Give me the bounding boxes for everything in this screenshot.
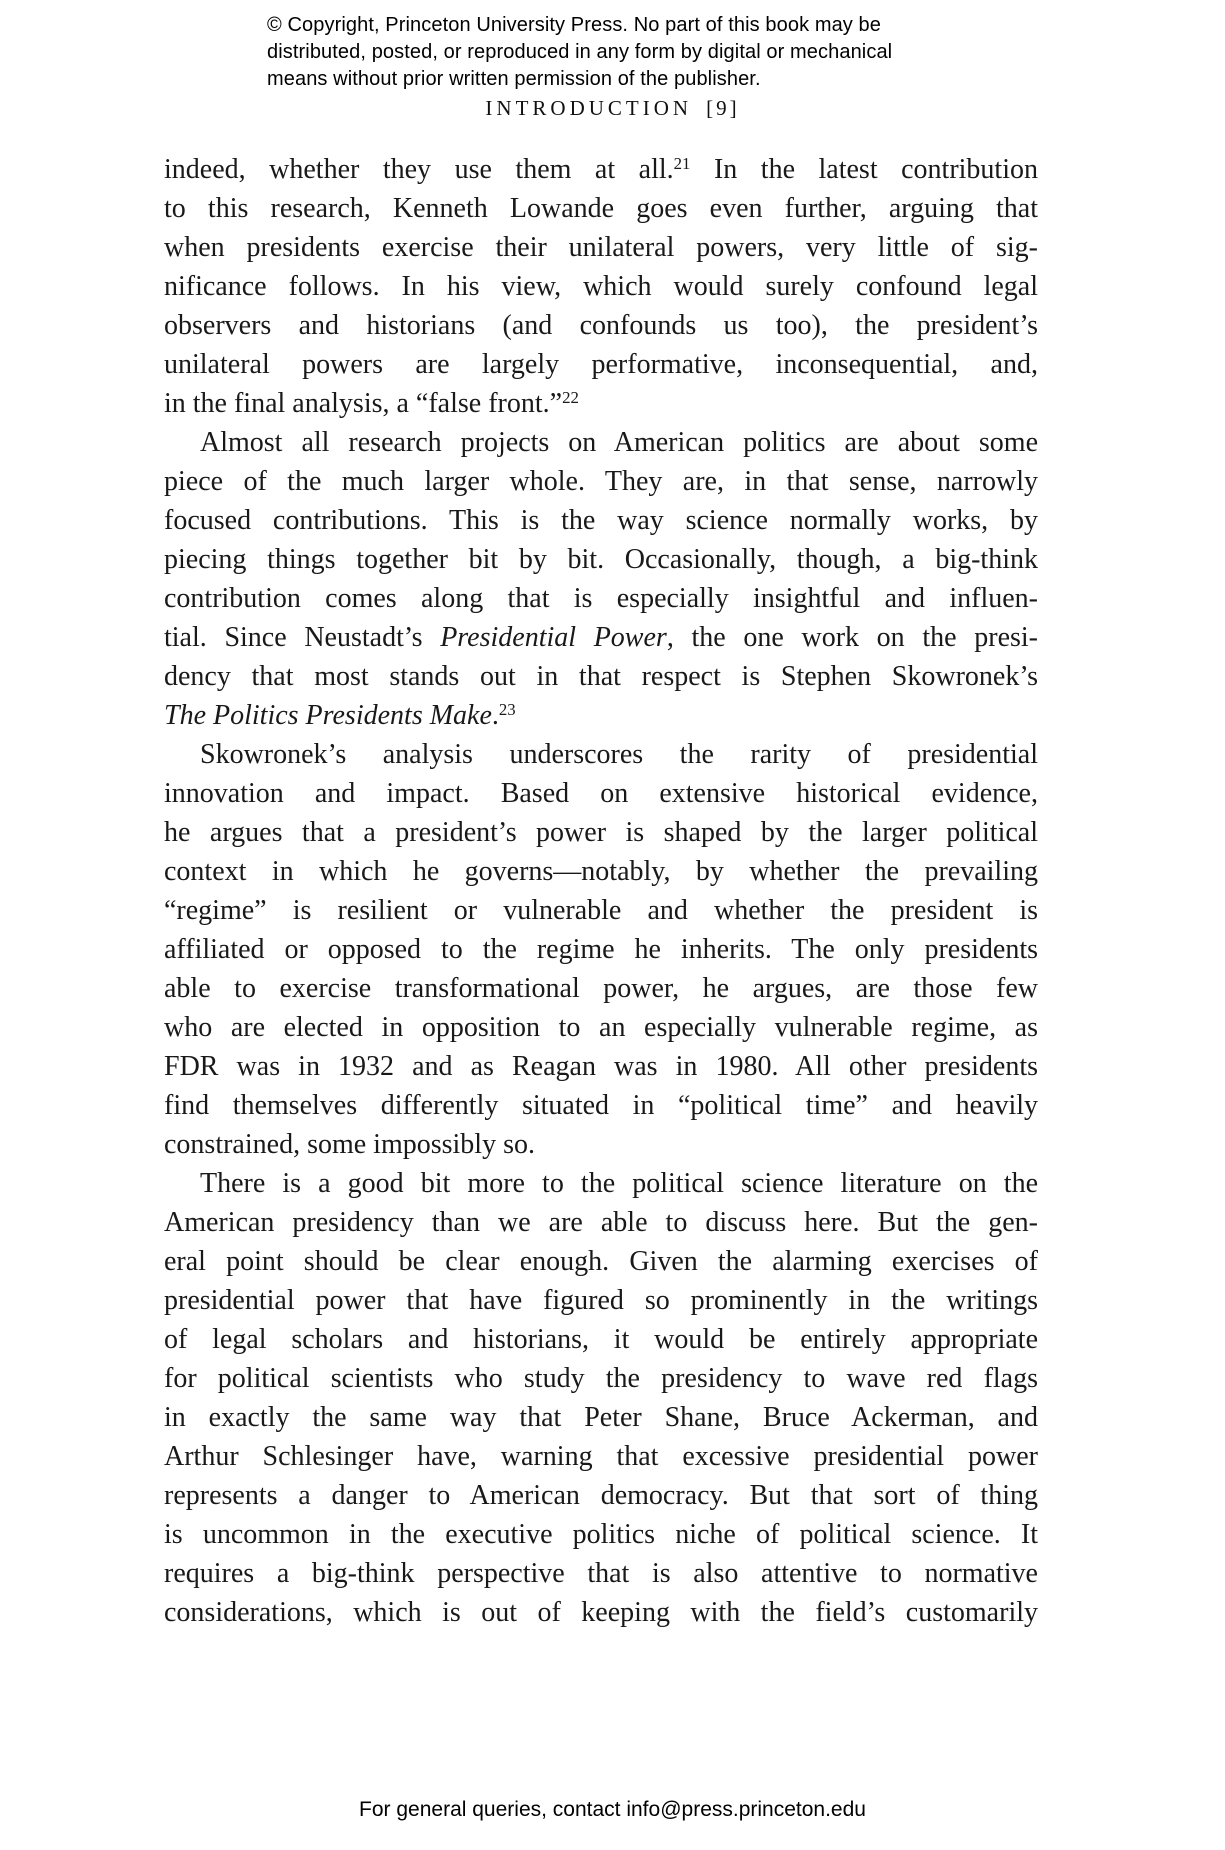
footnote-marker: 23 (498, 699, 516, 719)
text-line (164, 930, 1038, 969)
text-run: he argues that a president’s power is shaped by the larger political (164, 817, 1038, 848)
paragraph (164, 150, 1038, 423)
copyright-line: distributed, posted, or reproduced in any form by digital or mechanical (267, 41, 893, 63)
text-run: , the one work on the presi- (666, 622, 1038, 653)
text-line (164, 1281, 1038, 1320)
text-line (164, 462, 1038, 501)
text-line (164, 1086, 1038, 1125)
text-line (164, 423, 1038, 462)
text-line (164, 852, 1038, 891)
text-run: nificance follows. In his view, which would surely confound legal (164, 271, 1038, 302)
text-run: Skowronek’s analysis underscores the rarity of presidential (200, 739, 1038, 770)
text-run: context in which he governs—notably, by whether the prevailing (164, 856, 1038, 887)
book-title: The Politics Presidents Make (164, 700, 492, 731)
text-line (164, 1125, 1038, 1164)
text-line (164, 345, 1038, 384)
text-line (164, 1359, 1038, 1398)
text-run: Almost all research projects on American politics are about some (200, 427, 1038, 458)
text-run: dency that most stands out in that respect is Stephen Skowronek’s (164, 661, 1038, 692)
text-line (164, 384, 1038, 423)
text-line (164, 1203, 1038, 1242)
copyright-line: © Copyright, Princeton University Press. No part of this book may be (267, 14, 882, 36)
text-line (164, 540, 1038, 579)
text-run: eral point should be clear enough. Given the alarming exercises of (164, 1246, 1038, 1277)
text-run: FDR was in 1932 and as Reagan was in 1980. All other presidents (164, 1051, 1038, 1082)
text-line (164, 696, 1038, 735)
text-run: when presidents exercise their unilateral powers, very little of sig- (164, 232, 1038, 263)
footnote-marker: 21 (673, 153, 691, 173)
running-head (0, 96, 1225, 121)
text-line (164, 657, 1038, 696)
text-line (164, 969, 1038, 1008)
text-run: constrained, some impossibly so. (164, 1129, 535, 1160)
text-run: tial. Since Neustadt’s (164, 622, 441, 653)
text-run: indeed, whether they use them at all. (164, 154, 674, 185)
text-run: considerations, which is out of keeping with the field’s customarily (164, 1597, 1038, 1628)
paragraph (164, 1164, 1038, 1632)
running-head-page-number: [9] (706, 96, 740, 120)
text-run: presidential power that have figured so prominently in the writings (164, 1285, 1038, 1316)
text-run: for political scientists who study the presidency to wave red flags (164, 1363, 1038, 1394)
running-head-section: INTRODUCTION (485, 96, 693, 120)
text-run: There is a good bit more to the political science literature on the (200, 1168, 1038, 1199)
text-line (164, 579, 1038, 618)
text-line (164, 813, 1038, 852)
text-run: In the latest contribution (690, 154, 1038, 185)
text-run: to this research, Kenneth Lowande goes even further, arguing that (164, 193, 1038, 224)
text-run: requires a big-think perspective that is also attentive to normative (164, 1558, 1038, 1589)
text-line (164, 1554, 1038, 1593)
text-run: focused contributions. This is the way science normally works, by (164, 505, 1038, 536)
text-line (164, 1398, 1038, 1437)
text-run: affiliated or opposed to the regime he inherits. The only presidents (164, 934, 1038, 965)
text-line (164, 1593, 1038, 1632)
text-run: observers and historians (and confounds us too), the president’s (164, 310, 1038, 341)
copyright-notice (267, 12, 892, 93)
text-line (164, 735, 1038, 774)
text-line (164, 1164, 1038, 1203)
text-line (164, 1320, 1038, 1359)
text-line (164, 150, 1038, 189)
text-run: able to exercise transformational power, he argues, are those few (164, 973, 1038, 1004)
copyright-line: means without prior written permission of the publisher. (267, 68, 761, 90)
text-run: of legal scholars and historians, it would be entirely appropriate (164, 1324, 1038, 1355)
text-line (164, 501, 1038, 540)
footnote-marker: 22 (562, 387, 579, 407)
paragraph (164, 423, 1038, 735)
text-line (164, 1047, 1038, 1086)
queries-footer: For general queries, contact info@press.princeton.edu (359, 1798, 866, 1821)
text-run: innovation and impact. Based on extensive historical evidence, (164, 778, 1038, 809)
book-title: Presidential Power (440, 622, 667, 653)
text-line (164, 1437, 1038, 1476)
text-line (164, 189, 1038, 228)
text-run: represents a danger to American democracy. But that sort of thing (164, 1480, 1038, 1511)
text-run: . (491, 700, 499, 731)
text-run: in the final analysis, a “false front.” (164, 388, 563, 419)
text-line (164, 774, 1038, 813)
text-run: who are elected in opposition to an especially vulnerable regime, as (164, 1012, 1038, 1043)
text-line (164, 267, 1038, 306)
text-run: American presidency than we are able to discuss here. But the gen- (164, 1207, 1038, 1238)
text-run: unilateral powers are largely performative, inconsequential, and, (164, 349, 1038, 380)
text-line (164, 891, 1038, 930)
text-line (164, 1008, 1038, 1047)
text-line (164, 1515, 1038, 1554)
text-line (164, 228, 1038, 267)
text-run: “regime” is resilient or vulnerable and whether the president is (164, 895, 1038, 926)
text-run: Arthur Schlesinger have, warning that excessive presidential power (164, 1441, 1038, 1472)
text-run: piecing things together bit by bit. Occasionally, though, a big-think (164, 544, 1038, 575)
text-line (164, 1242, 1038, 1281)
text-line (164, 618, 1038, 657)
text-run: contribution comes along that is especially insightful and influen- (164, 583, 1038, 614)
page-body (164, 150, 1038, 1632)
text-run: in exactly the same way that Peter Shane, Bruce Ackerman, and (164, 1402, 1038, 1433)
text-line (164, 1476, 1038, 1515)
text-run: piece of the much larger whole. They are, in that sense, narrowly (164, 466, 1038, 497)
text-line (164, 306, 1038, 345)
paragraph (164, 735, 1038, 1164)
text-run: find themselves differently situated in “political time” and heavily (164, 1090, 1038, 1121)
text-run: is uncommon in the executive politics niche of political science. It (164, 1519, 1038, 1550)
